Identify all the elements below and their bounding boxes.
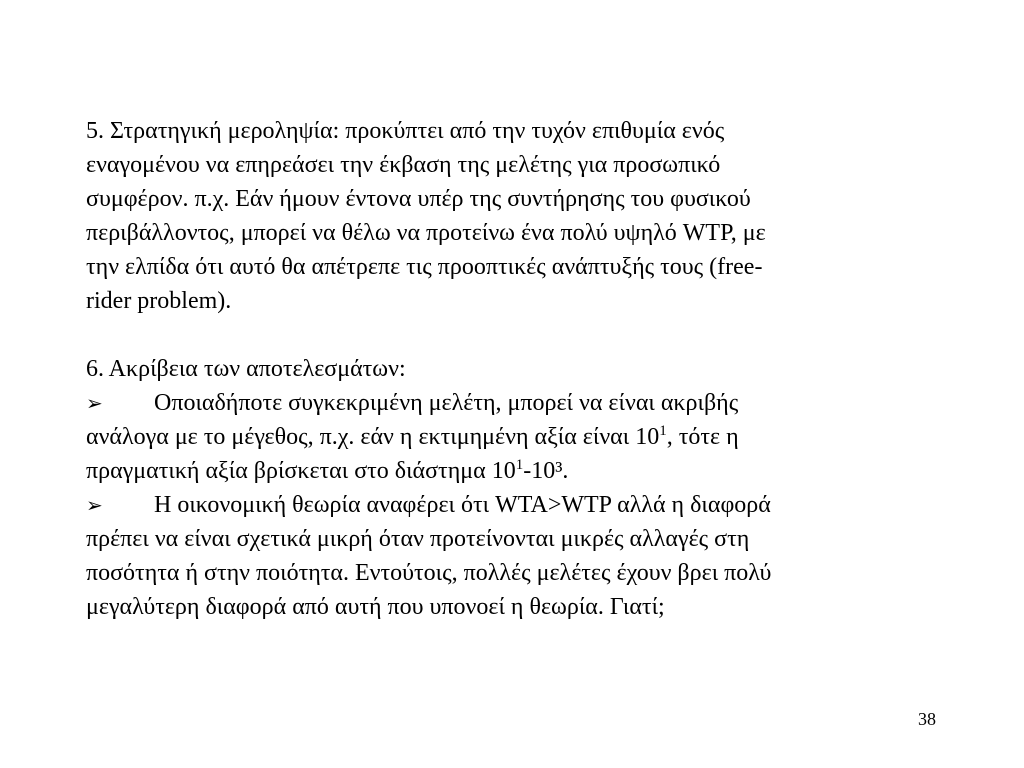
bullet-text: -10³. <box>523 458 569 484</box>
page-number: 38 <box>918 709 936 729</box>
text-line <box>86 488 926 522</box>
text-line <box>86 386 926 420</box>
superscript: 1 <box>515 457 524 473</box>
text-line: περιβάλλοντος, μπορεί να θέλω να προτείνω ένα πολύ υψηλό WTP, με <box>86 220 766 246</box>
text-line <box>86 454 926 488</box>
bullet-text: , τότε η <box>666 424 739 450</box>
paragraph-spacer <box>86 318 926 352</box>
text-line: πρέπει να είναι σχετικά μικρή όταν προτείνονται μικρές αλλαγές στη <box>86 526 750 552</box>
text-line <box>86 420 926 454</box>
text-line: ποσότητα ή στην ποιότητα. Εντούτοις, πολλές μελέτες έχουν βρει πολύ <box>86 560 772 586</box>
superscript: 1 <box>659 423 667 439</box>
bullet-text: Οποιαδήποτε συγκεκριμένη μελέτη, μπορεί να είναι ακριβής <box>154 390 739 416</box>
paragraph-strategic-bias <box>86 114 926 318</box>
arrow-bullet-icon: ➢ <box>86 391 103 415</box>
arrow-bullet-icon: ➢ <box>86 493 103 517</box>
bullet-text: ανάλογα με το μέγεθος, π.χ. εάν η εκτιμημένη αξία είναι 10 <box>86 424 660 450</box>
text-line: την ελπίδα ότι αυτό θα απέτρεπε τις προοπτικές ανάπτυξής τους (free- <box>86 254 763 280</box>
bullet-text: Η οικονομική θεωρία αναφέρει ότι WTA>WTP αλλά η διαφορά <box>154 492 771 518</box>
text-line: rider problem). <box>86 288 232 314</box>
paragraph-accuracy <box>86 352 926 624</box>
text-line: μεγαλύτερη διαφορά από αυτή που υπονοεί η θεωρία. Γιατί; <box>86 594 665 620</box>
text-line: συμφέρον. π.χ. Εάν ήμουν έντονα υπέρ της συντήρησης του φυσικού <box>86 186 751 212</box>
slide-body <box>86 114 926 624</box>
text-line: εναγομένου να επηρεάσει την έκβαση της μελέτης για προσωπικό <box>86 152 721 178</box>
text-line: 5. Στρατηγική μεροληψία: προκύπτει από την τυχόν επιθυμία ενός <box>86 118 725 144</box>
bullet-item <box>86 386 926 488</box>
bullet-item <box>86 488 926 624</box>
bullet-text: πραγματική αξία βρίσκεται στο διάστημα 10 <box>86 458 516 484</box>
section-heading: 6. Ακρίβεια των αποτελεσμάτων: <box>86 356 406 382</box>
